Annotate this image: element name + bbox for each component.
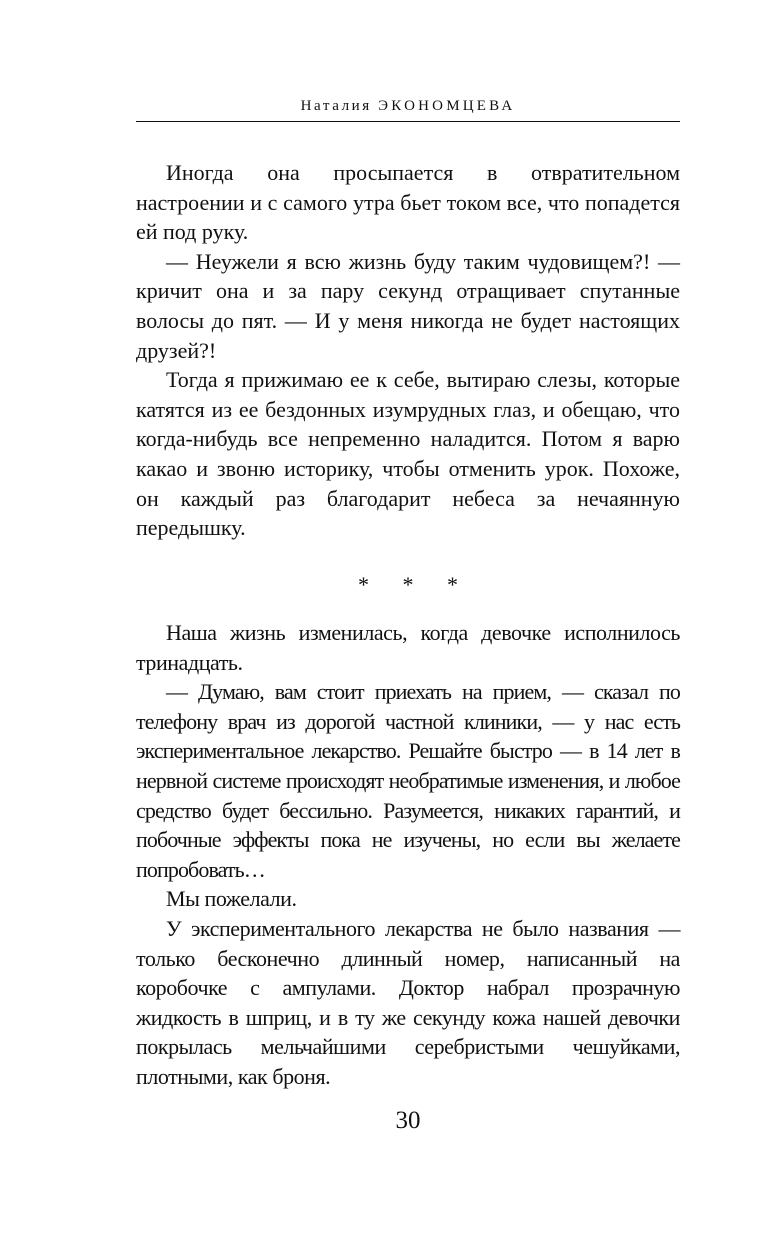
header-rule (136, 121, 680, 122)
text-section-2 (136, 618, 680, 1092)
page-number: 30 (395, 1107, 421, 1134)
paragraph: — Думаю, вам стоит приехать на прием, — сказал по телефону врач из дорогой частной клиники, — у нас есть экспериментальное лекарство. Решайте быстро — в 14 лет в нервной системе происходят необратимые изменения, и любое средство будет бессильно. Разумеется, никаких гарантий, и побочные эффекты пока не изучены, но если вы желаете попробовать… (136, 679, 680, 882)
paragraph: Мы пожелали. (166, 886, 297, 912)
paragraph: Тогда я прижимаю ее к себе, вытираю слезы, которые катятся из ее бездонных изумрудных глаз, и обещаю, что когда-нибудь все непременно наладится. Потом я варю какао и звоню историку, чтобы отменить урок. Похоже, он каждый раз благодарит небеса за нечаянную передышку. (136, 367, 680, 541)
paragraph: Наша жизнь изменилась, когда девочке исполнилось тринадцать. (136, 620, 680, 675)
running-head (136, 96, 680, 116)
text-section-1 (136, 158, 680, 543)
author-last-name: ЭКОНОМЦЕВА (378, 98, 516, 114)
paragraph: У экспериментального лекарства не было названия — только бесконечно длинный номер, написанный на коробочке с ампулами. Доктор набрал прозрачную жидкость в шприц, и в ту же секунду кожа нашей девочки покрылась мельчайшими серебристыми чешуйками, плотными, как броня. (136, 915, 680, 1089)
section-separator: * * * (358, 572, 472, 597)
paragraph: — Неужели я всю жизнь буду таким чудовищем?! — кричит она и за пару секунд отращивает спутанные волосы до пят. — И у меня никогда не будет настоящих друзей?! (136, 248, 680, 363)
paragraph: Иногда она просыпается в отвратительном настроении и с самого утра бьет током все, что попадется ей под руку. (136, 160, 680, 245)
author-first-name: Наталия (300, 98, 372, 114)
